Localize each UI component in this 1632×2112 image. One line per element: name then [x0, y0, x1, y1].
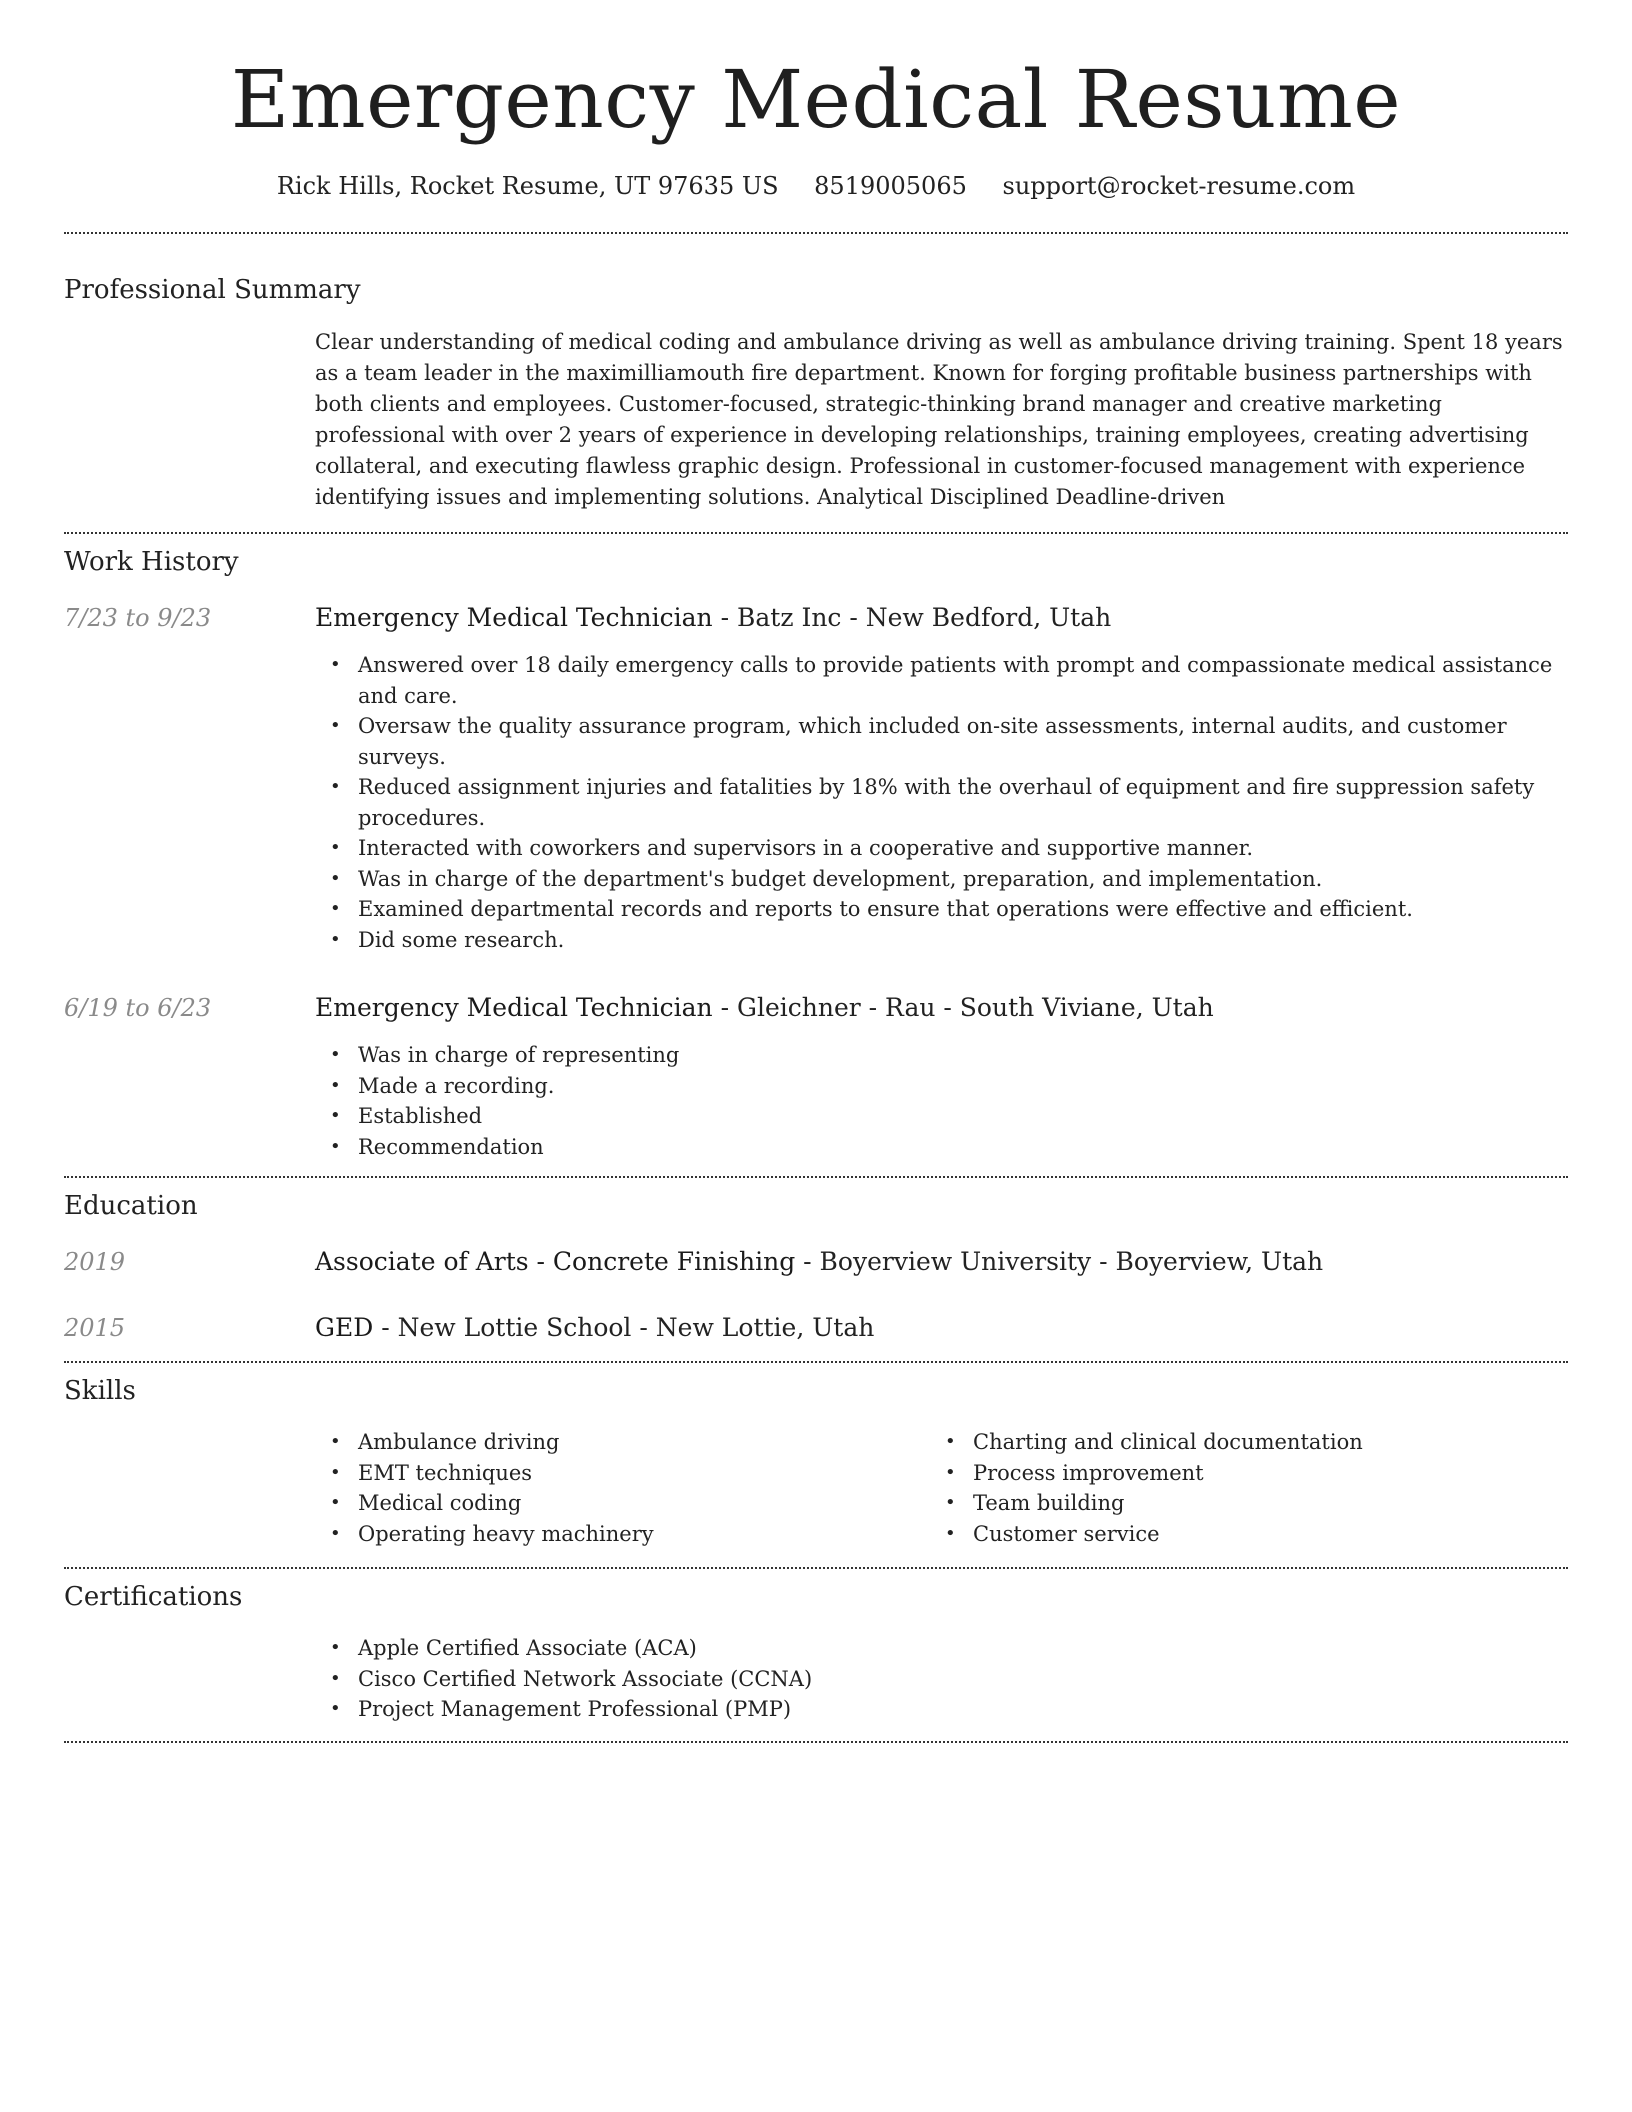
divider	[64, 532, 1568, 534]
education-degree: GED	[315, 1313, 374, 1342]
section-summary	[64, 273, 1568, 513]
skill-item: • Ambulance driving	[315, 1427, 930, 1458]
contact-email: support@rocket-resume.com	[1002, 172, 1356, 200]
job-bullet-item: • Was in charge of representing	[315, 1040, 1568, 1071]
skill-item: • Charting and clinical documentation	[930, 1427, 1545, 1458]
skills-columns	[315, 1427, 1568, 1549]
certification-item: • Cisco Certified Network Associate (CCNA)	[315, 1664, 1568, 1695]
job-heading	[315, 602, 1568, 634]
certification-item: • Project Management Professional (PMP)	[315, 1694, 1568, 1725]
education-year: 2015	[64, 1314, 126, 1342]
section-skills	[64, 1374, 1568, 1549]
section-title-skills: Skills	[64, 1376, 136, 1406]
section-work-history	[64, 545, 1568, 1162]
skills-list-right	[930, 1427, 1545, 1549]
job-entry	[64, 992, 1568, 1162]
summary-text: Clear understanding of medical coding and ambulance driving as well as ambulance driving training. Spent 18 years as a team leader in the maximilliamouth fire department. Known for forging profitable business partnerships with both clients and employees. Customer-focused, strategic-thinking brand manager and creative marketing professional with over 2 years of experience in developing relationships, training employees, creating advertising collateral, and executing flawless graphic design. Professional in customer-focused management with experience identifying issues and implementing solutions. Analytical Disciplined Deadline-driven	[315, 330, 1563, 509]
job-title: Emergency Medical Technician	[315, 993, 713, 1022]
job-bullet-item: • Answered over 18 daily emergency calls to provide patients with prompt and compassionate medical assistance and care.	[315, 650, 1568, 711]
job-details: - Gleichner - Rau - South Viviane, Utah	[712, 993, 1214, 1022]
skill-item: • Operating heavy machinery	[315, 1519, 930, 1550]
divider	[64, 232, 1568, 234]
education-entry	[64, 1246, 1568, 1278]
section-title-summary: Professional Summary	[64, 275, 361, 305]
resume-page	[64, 0, 1568, 1743]
job-bullet-item: • Made a recording.	[315, 1071, 1568, 1102]
skill-item: • Process improvement	[930, 1458, 1545, 1489]
education-degree: Associate of Arts - Concrete Finishing	[315, 1247, 796, 1276]
contact-phone: 8519005065	[814, 172, 967, 200]
education-details: - New Lottie School - New Lottie, Utah	[373, 1313, 875, 1342]
education-details: - Boyerview University - Boyerview, Utah	[795, 1247, 1324, 1276]
job-bullet-item: • Did some research.	[315, 925, 1568, 956]
job-bullets	[315, 1040, 1568, 1162]
job-bullets	[315, 650, 1568, 955]
skill-item: • EMT techniques	[315, 1458, 930, 1489]
divider	[64, 1361, 1568, 1363]
certifications-list	[315, 1633, 1568, 1725]
skills-list-left	[315, 1427, 930, 1549]
job-heading	[315, 992, 1568, 1024]
job-title: Emergency Medical Technician	[315, 603, 713, 632]
divider	[64, 1176, 1568, 1178]
job-dates: 7/23 to 9/23	[64, 604, 212, 632]
skill-item: • Medical coding	[315, 1488, 930, 1519]
job-bullet-item: • Oversaw the quality assurance program, which included on-site assessments, internal audits, and customer surveys.	[315, 711, 1568, 772]
resume-title: Emergency Medical Resume	[230, 53, 1402, 146]
job-bullet-item: • Examined departmental records and reports to ensure that operations were effective and efficient.	[315, 894, 1568, 925]
skill-item: • Team building	[930, 1488, 1545, 1519]
skill-item: • Customer service	[930, 1519, 1545, 1550]
job-dates: 6/19 to 6/23	[64, 994, 212, 1022]
contact-line	[64, 170, 1568, 202]
job-bullet-item: • Interacted with coworkers and supervisors in a cooperative and supportive manner.	[315, 833, 1568, 864]
job-details: - Batz Inc - New Bedford, Utah	[712, 603, 1112, 632]
job-bullet-item: • Established	[315, 1101, 1568, 1132]
education-year: 2019	[64, 1248, 126, 1276]
job-bullet-item: • Reduced assignment injuries and fatalities by 18% with the overhaul of equipment and fire suppression safety procedures.	[315, 772, 1568, 833]
certification-item: • Apple Certified Associate (ACA)	[315, 1633, 1568, 1664]
education-entry	[64, 1312, 1568, 1344]
section-title-education: Education	[64, 1191, 198, 1221]
section-certifications	[64, 1580, 1568, 1725]
divider	[64, 1567, 1568, 1569]
section-education	[64, 1189, 1568, 1344]
section-title-certifications: Certifications	[64, 1582, 243, 1612]
divider	[64, 1741, 1568, 1743]
contact-address: Rick Hills, Rocket Resume, UT 97635 US	[276, 172, 779, 200]
job-bullet-item: • Was in charge of the department's budget development, preparation, and implementation.	[315, 864, 1568, 895]
job-bullet-item: • Recommendation	[315, 1132, 1568, 1163]
job-entry	[64, 602, 1568, 955]
section-title-work: Work History	[64, 547, 239, 577]
